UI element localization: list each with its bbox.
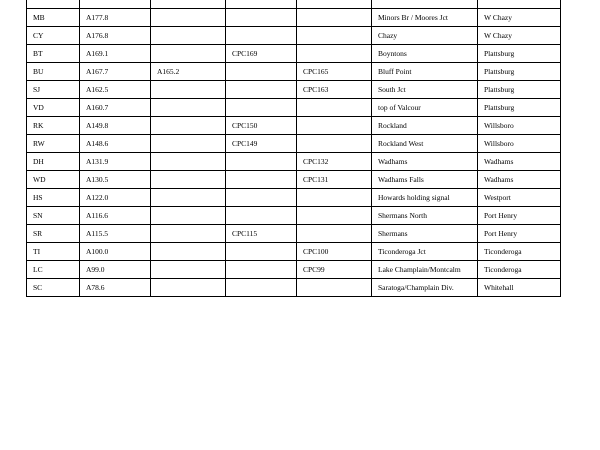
control-point-alt-cell xyxy=(297,27,372,45)
table-row xyxy=(27,189,561,207)
station-code-cell: BT xyxy=(27,45,80,63)
town-name-cell xyxy=(478,0,561,9)
milepost-cell: A78.6 xyxy=(80,279,151,297)
control-point-cell xyxy=(226,9,297,27)
table-row xyxy=(27,243,561,261)
control-point-cell: CPC169 xyxy=(226,45,297,63)
table-row xyxy=(27,81,561,99)
control-point-alt-cell: CPC99 xyxy=(297,261,372,279)
control-point-alt-cell xyxy=(297,279,372,297)
alt-milepost-cell xyxy=(151,9,226,27)
location-name-cell: Boyntons xyxy=(372,45,478,63)
table-row xyxy=(27,9,561,27)
location-name-cell: Chazy xyxy=(372,27,478,45)
station-code-cell: DH xyxy=(27,153,80,171)
table-row xyxy=(27,207,561,225)
location-name-cell: Shermans North xyxy=(372,207,478,225)
control-point-alt-cell: CPC100 xyxy=(297,243,372,261)
alt-milepost-cell xyxy=(151,153,226,171)
location-name-cell: Wadhams Falls xyxy=(372,171,478,189)
alt-milepost-cell xyxy=(151,279,226,297)
alt-milepost-cell xyxy=(151,45,226,63)
station-code-cell: RW xyxy=(27,135,80,153)
location-name-cell: Ticonderoga Jct xyxy=(372,243,478,261)
station-code-cell: VD xyxy=(27,99,80,117)
milepost-cell: A131.9 xyxy=(80,153,151,171)
table-row xyxy=(27,225,561,243)
table-row xyxy=(27,63,561,81)
table-row xyxy=(27,153,561,171)
station-code-cell: HS xyxy=(27,189,80,207)
location-name-cell: Rockland xyxy=(372,117,478,135)
control-point-alt-cell xyxy=(297,0,372,9)
town-name-cell: Westport xyxy=(478,189,561,207)
town-name-cell: Ticonderoga xyxy=(478,261,561,279)
town-name-cell: Wadhams xyxy=(478,153,561,171)
control-point-alt-cell xyxy=(297,207,372,225)
control-point-cell: CPC115 xyxy=(226,225,297,243)
control-point-cell xyxy=(226,99,297,117)
control-point-cell xyxy=(226,171,297,189)
milepost-cell: A167.7 xyxy=(80,63,151,81)
alt-milepost-cell xyxy=(151,171,226,189)
location-name-cell: Wadhams xyxy=(372,153,478,171)
alt-milepost-cell xyxy=(151,207,226,225)
alt-milepost-cell xyxy=(151,0,226,9)
control-point-cell xyxy=(226,27,297,45)
town-name-cell: Plattsburg xyxy=(478,81,561,99)
control-point-cell xyxy=(226,207,297,225)
milepost-cell: A148.6 xyxy=(80,135,151,153)
station-code-cell: WD xyxy=(27,171,80,189)
station-code-cell: CY xyxy=(27,27,80,45)
table-row xyxy=(27,117,561,135)
milepost-cell: A169.1 xyxy=(80,45,151,63)
alt-milepost-cell xyxy=(151,135,226,153)
station-code-cell: TI xyxy=(27,243,80,261)
location-name-cell: Lake Champlain/Montcalm xyxy=(372,261,478,279)
table-row xyxy=(27,27,561,45)
control-point-alt-cell xyxy=(297,99,372,117)
table-row xyxy=(27,135,561,153)
alt-milepost-cell xyxy=(151,81,226,99)
control-point-alt-cell: CPC131 xyxy=(297,171,372,189)
milepost-cell: A100.0 xyxy=(80,243,151,261)
milepost-cell: A116.6 xyxy=(80,207,151,225)
control-point-alt-cell: CPC165 xyxy=(297,63,372,81)
control-point-cell xyxy=(226,63,297,81)
document-page xyxy=(26,0,560,297)
control-point-cell: CPC150 xyxy=(226,117,297,135)
location-name-cell: Bluff Point xyxy=(372,63,478,81)
town-name-cell: Plattsburg xyxy=(478,99,561,117)
location-name-cell: South Jct xyxy=(372,81,478,99)
town-name-cell: Plattsburg xyxy=(478,45,561,63)
town-name-cell: W Chazy xyxy=(478,27,561,45)
station-code-cell: LC xyxy=(27,261,80,279)
alt-milepost-cell xyxy=(151,99,226,117)
town-name-cell: Plattsburg xyxy=(478,63,561,81)
station-code-cell xyxy=(27,0,80,9)
alt-milepost-cell xyxy=(151,117,226,135)
milepost-cell: A99.0 xyxy=(80,261,151,279)
town-name-cell: Willsboro xyxy=(478,135,561,153)
town-name-cell: Whitehall xyxy=(478,279,561,297)
town-name-cell: Port Henry xyxy=(478,225,561,243)
table-row xyxy=(27,99,561,117)
town-name-cell: Wadhams xyxy=(478,171,561,189)
table-row xyxy=(27,171,561,189)
table-row xyxy=(27,0,561,9)
station-code-cell: SN xyxy=(27,207,80,225)
location-name-cell: Saratoga/Champlain Div. xyxy=(372,279,478,297)
milepost-cell: A149.8 xyxy=(80,117,151,135)
location-name-cell: Minors Br / Moores Jct xyxy=(372,9,478,27)
location-name-cell: Rockland West xyxy=(372,135,478,153)
alt-milepost-cell xyxy=(151,243,226,261)
location-name-cell xyxy=(372,0,478,9)
town-name-cell: Port Henry xyxy=(478,207,561,225)
milepost-cell xyxy=(80,0,151,9)
table-row xyxy=(27,279,561,297)
station-code-cell: BU xyxy=(27,63,80,81)
station-code-cell: RK xyxy=(27,117,80,135)
station-code-cell: SJ xyxy=(27,81,80,99)
milepost-cell: A115.5 xyxy=(80,225,151,243)
milepost-cell: A122.0 xyxy=(80,189,151,207)
town-name-cell: Ticonderoga xyxy=(478,243,561,261)
control-point-cell xyxy=(226,189,297,207)
control-point-alt-cell: CPC132 xyxy=(297,153,372,171)
milepost-cell: A160.7 xyxy=(80,99,151,117)
station-code-cell: MB xyxy=(27,9,80,27)
table-row xyxy=(27,45,561,63)
milepost-cell: A176.8 xyxy=(80,27,151,45)
station-code-cell: SC xyxy=(27,279,80,297)
control-point-cell xyxy=(226,81,297,99)
control-point-cell xyxy=(226,279,297,297)
control-point-alt-cell xyxy=(297,189,372,207)
location-name-cell: Howards holding signal xyxy=(372,189,478,207)
milepost-cell: A162.5 xyxy=(80,81,151,99)
control-point-alt-cell xyxy=(297,9,372,27)
station-table xyxy=(26,0,561,297)
control-point-cell xyxy=(226,153,297,171)
alt-milepost-cell: A165.2 xyxy=(151,63,226,81)
town-name-cell: Willsboro xyxy=(478,117,561,135)
control-point-alt-cell xyxy=(297,225,372,243)
control-point-cell: CPC149 xyxy=(226,135,297,153)
station-table-body xyxy=(27,0,561,297)
alt-milepost-cell xyxy=(151,27,226,45)
control-point-alt-cell: CPC163 xyxy=(297,81,372,99)
milepost-cell: A177.8 xyxy=(80,9,151,27)
control-point-cell xyxy=(226,261,297,279)
alt-milepost-cell xyxy=(151,261,226,279)
location-name-cell: Shermans xyxy=(372,225,478,243)
alt-milepost-cell xyxy=(151,189,226,207)
station-code-cell: SR xyxy=(27,225,80,243)
control-point-cell xyxy=(226,0,297,9)
control-point-alt-cell xyxy=(297,117,372,135)
table-row xyxy=(27,261,561,279)
town-name-cell: W Chazy xyxy=(478,9,561,27)
location-name-cell: top of Valcour xyxy=(372,99,478,117)
milepost-cell: A130.5 xyxy=(80,171,151,189)
control-point-cell xyxy=(226,243,297,261)
control-point-alt-cell xyxy=(297,45,372,63)
control-point-alt-cell xyxy=(297,135,372,153)
alt-milepost-cell xyxy=(151,225,226,243)
